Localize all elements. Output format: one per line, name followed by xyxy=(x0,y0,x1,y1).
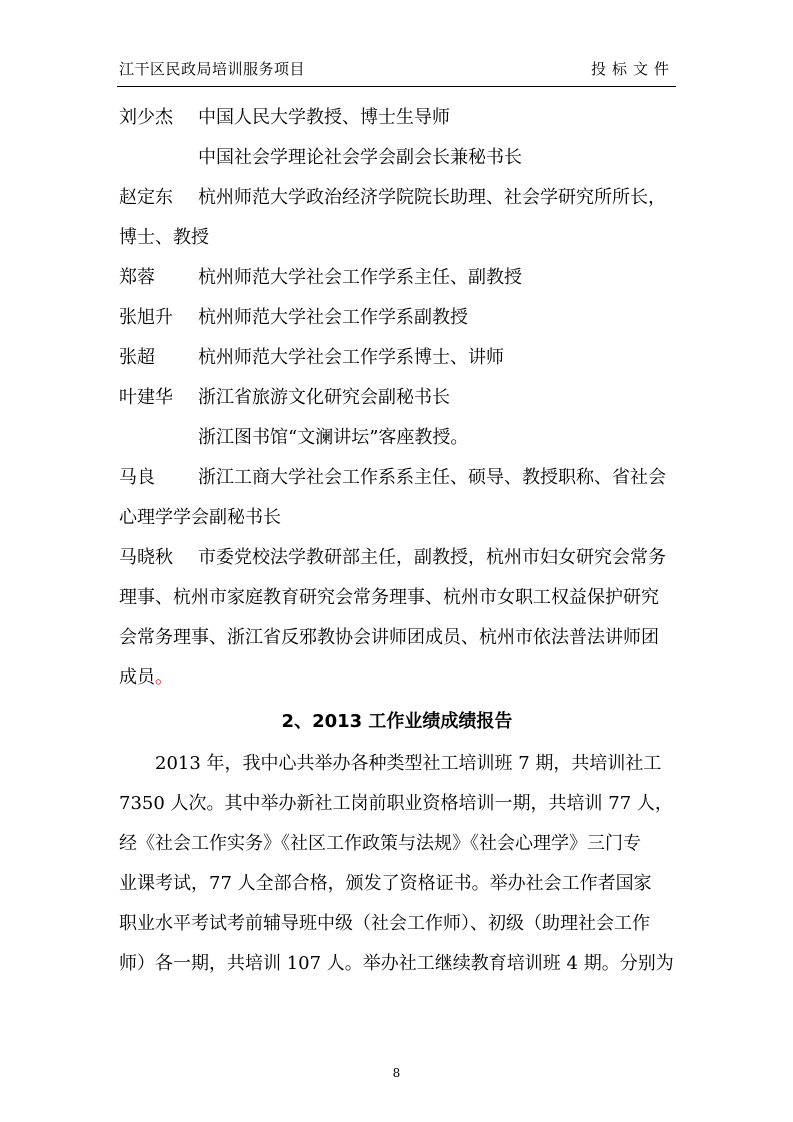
header-divider xyxy=(117,86,676,87)
expert-description-extra: 浙江图书馆“文澜讲坛”客座教授。 xyxy=(198,427,469,448)
expert-description-continued: 心理学学会副秘书长 xyxy=(119,507,281,528)
expert-name: 郑蓉 xyxy=(119,267,155,288)
expert-entry xyxy=(119,378,675,418)
expert-entry xyxy=(119,178,675,218)
expert-description: 杭州师范大学社会工作学系博士、讲师 xyxy=(198,347,504,368)
expert-description-continued xyxy=(119,658,675,698)
paragraph-line: 经《社会工作实务》《社区工作政策与法规》《社会心理学》三门专 xyxy=(119,833,641,854)
expert-description: 杭州师范大学政治经济学院院长助理、社会学研究所所长， xyxy=(198,187,666,208)
paragraph-line: 2013 年，我中心共举办各种类型社工培训班 7 期，共培训社工 xyxy=(155,753,662,774)
expert-entry xyxy=(119,298,675,338)
expert-description: 中国人民大学教授、博士生导师 xyxy=(198,107,450,128)
header-document-type: 投标文件 xyxy=(590,60,675,78)
expert-name: 马良 xyxy=(119,467,155,488)
paragraph-line: 职业水平考试考前辅导班中级（社会工作师）、初级（助理社会工作 xyxy=(119,913,650,934)
expert-entry xyxy=(119,538,675,578)
expert-name: 张旭升 xyxy=(119,307,173,328)
expert-description: 杭州师范大学社会工作学系副教授 xyxy=(198,307,468,328)
expert-description: 市委党校法学教研部主任，副教授，杭州市妇女研究会常务 xyxy=(198,547,666,568)
expert-description: 杭州师范大学社会工作学系主任、副教授 xyxy=(198,267,522,288)
expert-entry xyxy=(119,338,675,378)
section-paragraph xyxy=(119,744,675,984)
expert-description: 浙江工商大学社会工作系系主任、硕导、教授职称、省社会 xyxy=(198,467,666,488)
section-heading: 2、2013 工作业绩成绩报告 xyxy=(281,711,513,732)
expert-name: 张超 xyxy=(119,347,155,368)
expert-entry xyxy=(119,258,675,298)
header-project-title: 江干区民政局培训服务项目 xyxy=(119,60,306,78)
expert-name: 赵定东 xyxy=(119,187,173,208)
expert-description: 浙江省旅游文化研究会副秘书长 xyxy=(198,387,450,408)
expert-entry xyxy=(119,458,675,498)
expert-description-continued: 博士、教授 xyxy=(119,227,209,248)
paragraph-line: 师）各一期，共培训 107 人。举办社工继续教育培训班 4 期。分别为 xyxy=(119,953,674,974)
expert-entry xyxy=(119,98,675,138)
expert-name: 刘少杰 xyxy=(119,107,173,128)
red-period-mark: 。 xyxy=(155,667,173,688)
page-body xyxy=(119,98,675,984)
expert-description-continued: 会常务理事、浙江省反邪教协会讲师团成员、杭州市依法普法讲师团 xyxy=(119,627,659,648)
expert-description-end: 成员 xyxy=(119,667,155,688)
paragraph-line: 业课考试，77 人全部合格，颁发了资格证书。举办社会工作者国家 xyxy=(119,873,652,894)
page-number: 8 xyxy=(392,1066,401,1080)
expert-description-extra: 中国社会学理论社会学会副会长兼秘书长 xyxy=(198,147,522,168)
expert-description-continued: 理事、杭州市家庭教育研究会常务理事、杭州市女职工权益保护研究 xyxy=(119,587,659,608)
paragraph-line: 7350 人次。其中举办新社工岗前职业资格培训一期，共培训 77 人， xyxy=(119,793,673,814)
expert-name: 马晓秋 xyxy=(119,547,173,568)
expert-name: 叶建华 xyxy=(119,387,173,408)
